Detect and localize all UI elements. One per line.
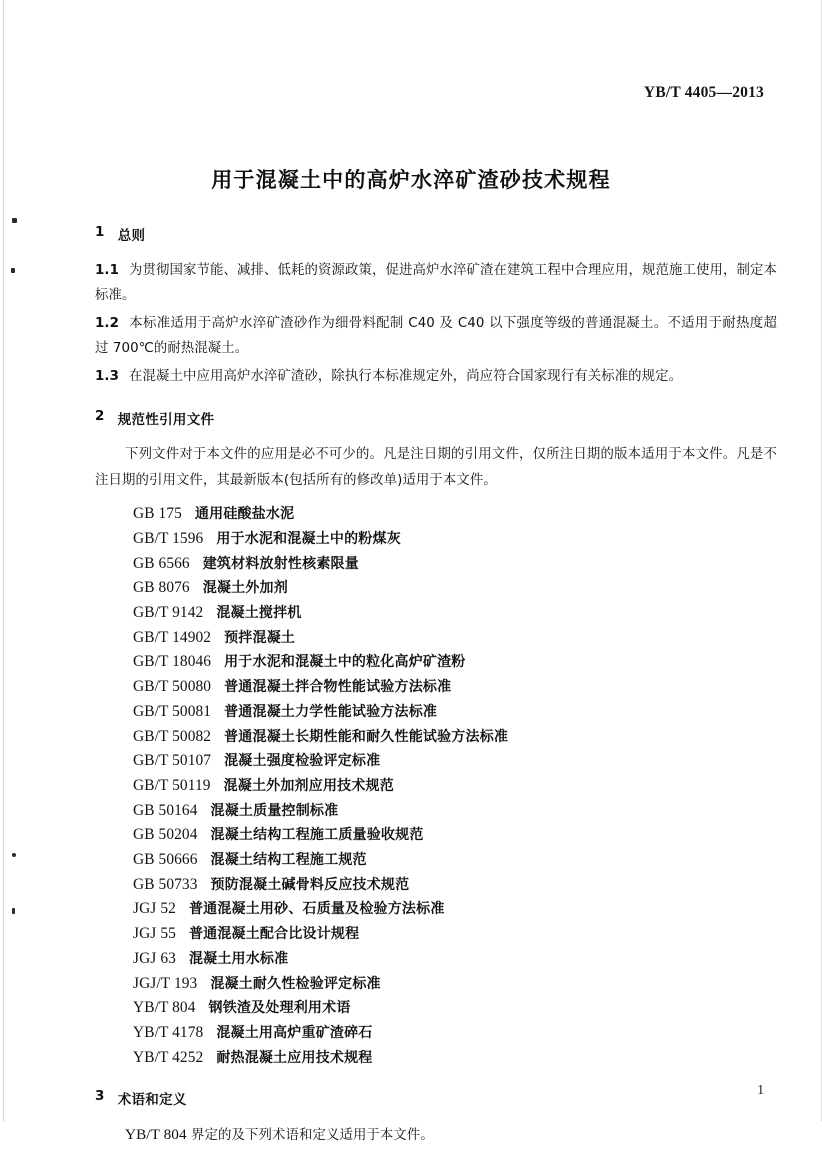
reference-name: 混凝土质量控制标准 (210, 802, 339, 819)
clause-1-2 (95, 311, 777, 362)
reference-code: GB/T 50082 (133, 727, 212, 745)
reference-name: 用于水泥和混凝土中的粒化高炉矿渣粉 (224, 654, 466, 671)
scan-speck (12, 908, 15, 914)
clause-1-1 (95, 258, 777, 309)
reference-code: GB 50204 (133, 826, 198, 844)
reference-item (133, 1021, 777, 1046)
reference-item (133, 626, 777, 651)
section-3-intro-paragraph (95, 1122, 777, 1149)
reference-code: YB/T 804 (133, 999, 196, 1017)
reference-item (133, 502, 777, 527)
reference-item (133, 675, 777, 700)
reference-code: JGJ 52 (133, 900, 176, 918)
reference-item (133, 725, 777, 750)
reference-name: 混凝土外加剂 (202, 580, 288, 597)
clause-1-3 (95, 364, 777, 389)
reference-item (133, 601, 777, 626)
section-number-3: 3 (95, 1088, 105, 1105)
reference-code: GB 6566 (133, 554, 190, 572)
scan-speck (12, 218, 17, 223)
section-title-2: 规范性引用文件 (117, 412, 215, 429)
reference-name: 钢铁渣及处理利用术语 (208, 1000, 351, 1017)
reference-code: GB/T 50081 (133, 702, 212, 720)
scan-speck (11, 268, 15, 273)
reference-code: GB/T 1596 (133, 529, 204, 547)
section-title-3: 术语和定义 (117, 1092, 187, 1109)
reference-item (133, 552, 777, 577)
reference-name: 耐热混凝土应用技术规程 (216, 1049, 373, 1066)
reference-code: YB/T 4178 (133, 1023, 204, 1041)
reference-item (133, 700, 777, 725)
reference-item (133, 996, 777, 1021)
reference-name: 建筑材料放射性核素限量 (202, 555, 359, 572)
reference-name: 预防混凝土碱骨料反应技术规范 (210, 876, 410, 893)
reference-name: 混凝土结构工程施工质量验收规范 (210, 827, 424, 844)
reference-item (133, 576, 777, 601)
reference-name: 预拌混凝土 (224, 629, 296, 646)
reference-item (133, 650, 777, 675)
reference-name: 混凝土强度检验评定标准 (224, 753, 381, 770)
reference-item (133, 873, 777, 898)
section-number-2: 2 (95, 408, 105, 425)
running-header-standard-number: YB/T 4405—2013 (643, 84, 764, 101)
reference-name: 用于水泥和混凝土中的粉煤灰 (216, 530, 401, 547)
reference-name: 混凝土耐久性检验评定标准 (210, 975, 381, 992)
reference-item (133, 799, 777, 824)
reference-name: 普通混凝土用砂、石质量及检验方法标准 (188, 901, 445, 918)
section-3-referenced-standard: YB/T 804 (125, 1126, 187, 1144)
reference-name: 混凝土外加剂应用技术规范 (223, 777, 394, 794)
section-2-intro-paragraph: 下列文件对于本文件的应用是必不可少的。凡是注日期的引用文件，仅所注日期的版本适用于本文件。凡是不注日期的引用文件，其最新版本(包括所有的修改单)适用于本文件。 (95, 447, 777, 488)
reference-name: 普通混凝土配合比设计规程 (188, 926, 360, 943)
section-heading-1 (95, 224, 777, 244)
reference-code: YB/T 4252 (133, 1048, 204, 1066)
clause-text-1-2: 本标准适用于高炉水淬矿渣砂作为细骨料配制 C40 及 C40 以下强度等级的普通混凝土。不适用于耐热度超过 700℃的耐热混凝土。 (95, 315, 777, 357)
reference-item (133, 947, 777, 972)
clause-number-1-3: 1.3 (95, 368, 120, 384)
reference-name: 普通混凝土力学性能试验方法标准 (224, 703, 438, 720)
reference-name: 混凝土用高炉重矿渣碎石 (216, 1024, 373, 1041)
reference-code: GB 8076 (133, 579, 190, 597)
clause-number-1-1: 1.1 (95, 263, 120, 278)
reference-item (133, 922, 777, 947)
section-title-1: 总则 (117, 228, 146, 244)
normative-reference-list (95, 502, 777, 1070)
section-number-1: 1 (95, 224, 105, 240)
clause-text-1-1: 为贯彻国家节能、减排、低耗的资源政策，促进高炉水淬矿渣在建筑工程中合理应用，规范施工使用，制定本标准。 (95, 263, 777, 304)
reference-code: GB/T 50107 (133, 752, 212, 770)
section-heading-3 (95, 1088, 777, 1108)
reference-code: JGJ/T 193 (133, 974, 198, 992)
scan-speck (12, 853, 16, 857)
reference-item (133, 749, 777, 774)
reference-code: GB 50733 (133, 875, 198, 893)
reference-item (133, 1046, 777, 1071)
reference-name: 混凝土结构工程施工规范 (210, 852, 367, 869)
reference-item (133, 527, 777, 552)
section-heading-2 (95, 408, 777, 428)
reference-code: GB 50164 (133, 801, 198, 819)
clause-text-1-3: 在混凝土中应用高炉水淬矿渣砂，除执行本标准规定外，尚应符合国家现行有关标准的规定。 (129, 368, 683, 384)
reference-code: GB 175 (133, 505, 182, 523)
reference-code: GB/T 18046 (133, 653, 212, 671)
clause-number-1-2: 1.2 (95, 315, 120, 331)
reference-code: GB/T 9142 (133, 604, 204, 622)
reference-item (133, 823, 777, 848)
reference-code: GB/T 14902 (133, 628, 212, 646)
reference-name: 普通混凝土拌合物性能试验方法标准 (224, 679, 452, 696)
reference-item (133, 972, 777, 997)
reference-name: 混凝土用水标准 (188, 950, 289, 967)
reference-code: GB/T 50080 (133, 678, 212, 696)
reference-code: GB/T 50119 (133, 776, 211, 794)
reference-code: GB 50666 (133, 851, 198, 869)
reference-name: 混凝土搅拌机 (216, 605, 302, 622)
reference-name: 通用硅酸盐水泥 (194, 506, 295, 523)
document-body-column (95, 224, 777, 1149)
reference-code: JGJ 63 (133, 949, 176, 967)
reference-item (133, 848, 777, 873)
reference-code: JGJ 55 (133, 925, 176, 943)
document-title: 用于混凝土中的高炉水淬矿渣砂技术规程 (211, 168, 611, 193)
reference-item (133, 897, 777, 922)
page-number: 1 (757, 1082, 764, 1097)
reference-name: 普通混凝土长期性能和耐久性能试验方法标准 (224, 728, 509, 745)
reference-item (133, 774, 777, 799)
section-3-intro-rest: 界定的及下列术语和定义适用于本文件。 (186, 1128, 434, 1144)
